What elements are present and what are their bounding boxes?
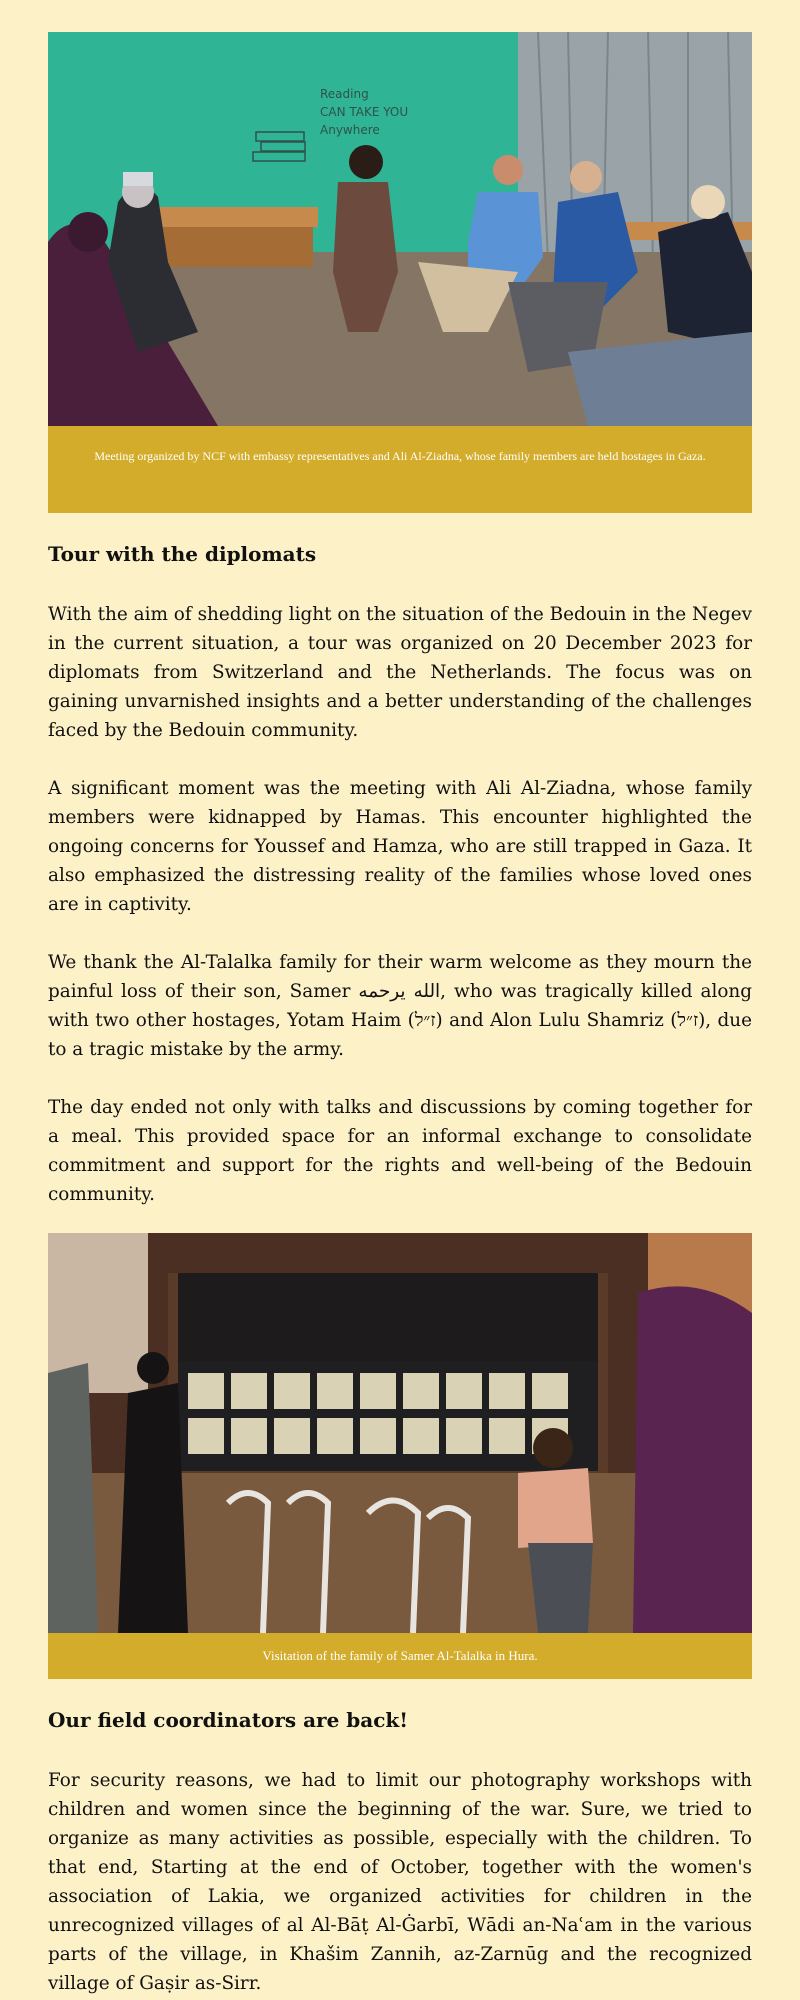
wall-text-line-2: CAN TAKE YOU bbox=[320, 105, 409, 119]
meeting-photo-block bbox=[48, 32, 752, 513]
section-field-coordinators bbox=[48, 1706, 752, 1734]
paragraph-tour-4: The day ended not only with talks and discussions by coming together for a meal. This provided space for an informal exchange to consolidate commitment and support for the rights and well-being of the Bedouin community. bbox=[48, 1097, 752, 1205]
wall-text-line-1: Reading bbox=[320, 87, 369, 101]
visitation-photo bbox=[48, 1233, 752, 1633]
paragraph-tour-3: We thank the Al-Talalka family for their warm welcome as they mourn the painful loss of their son, Samer الله يرحمه, who was tragically killed along with two other hostages, Yotam Haim (ז״ל) and Alon Lulu Shamriz (ז״ל), due to a tragic mistake by the army. bbox=[48, 952, 753, 1060]
wall-text-line-3: Anywhere bbox=[320, 123, 380, 137]
paragraph-tour-1: With the aim of shedding light on the situation of the Bedouin in the Negev in the current situation, a tour was organized on 20 December 2023 for diplomats from Switzerland and the Netherlands. The focus was on gaining unvarnished insights and a better understanding of the challenges faced by the Bedouin community. bbox=[48, 604, 752, 741]
section-tour-body bbox=[48, 600, 752, 745]
section-tour bbox=[48, 540, 752, 568]
section-heading-tour: Tour with the diplomats bbox=[48, 542, 317, 566]
meeting-photo bbox=[48, 32, 752, 426]
section-heading-field-coordinators: Our field coordinators are back! bbox=[48, 1708, 409, 1732]
paragraph-field-1: For security reasons, we had to limit our photography workshops with children and women since the beginning of the war. Sure, we tried to organize as many activities as possible, especially with the children. To that end, Starting at the end of October, together with the women's association of Lakia, we organized activities for children in the unrecognized villages of al Al-Bāṭ Al-Ġarbī, Wādi an-Naʿam in the various parts of the village, in Khašim Zannih, az-Zarnūg and the recognized village of Gaṣir as-Sirr. bbox=[48, 1770, 752, 1994]
paragraph-tour-2: A significant moment was the meeting with Ali Al-Ziadna, whose family members were kidnapped by Hamas. This encounter highlighted the ongoing concerns for Youssef and Hamza, who are still trapped in Gaza. It also emphasized the distressing reality of the families whose loved ones are in captivity. bbox=[48, 778, 752, 915]
visitation-photo-caption: Visitation of the family of Samer Al-Talalka in Hura. bbox=[48, 1633, 752, 1679]
visitation-photo-block bbox=[48, 1233, 752, 1679]
meeting-photo-caption: Meeting organized by NCF with embassy representatives and Ali Al-Ziadna, whose family members are held hostages in Gaza. bbox=[48, 426, 752, 513]
